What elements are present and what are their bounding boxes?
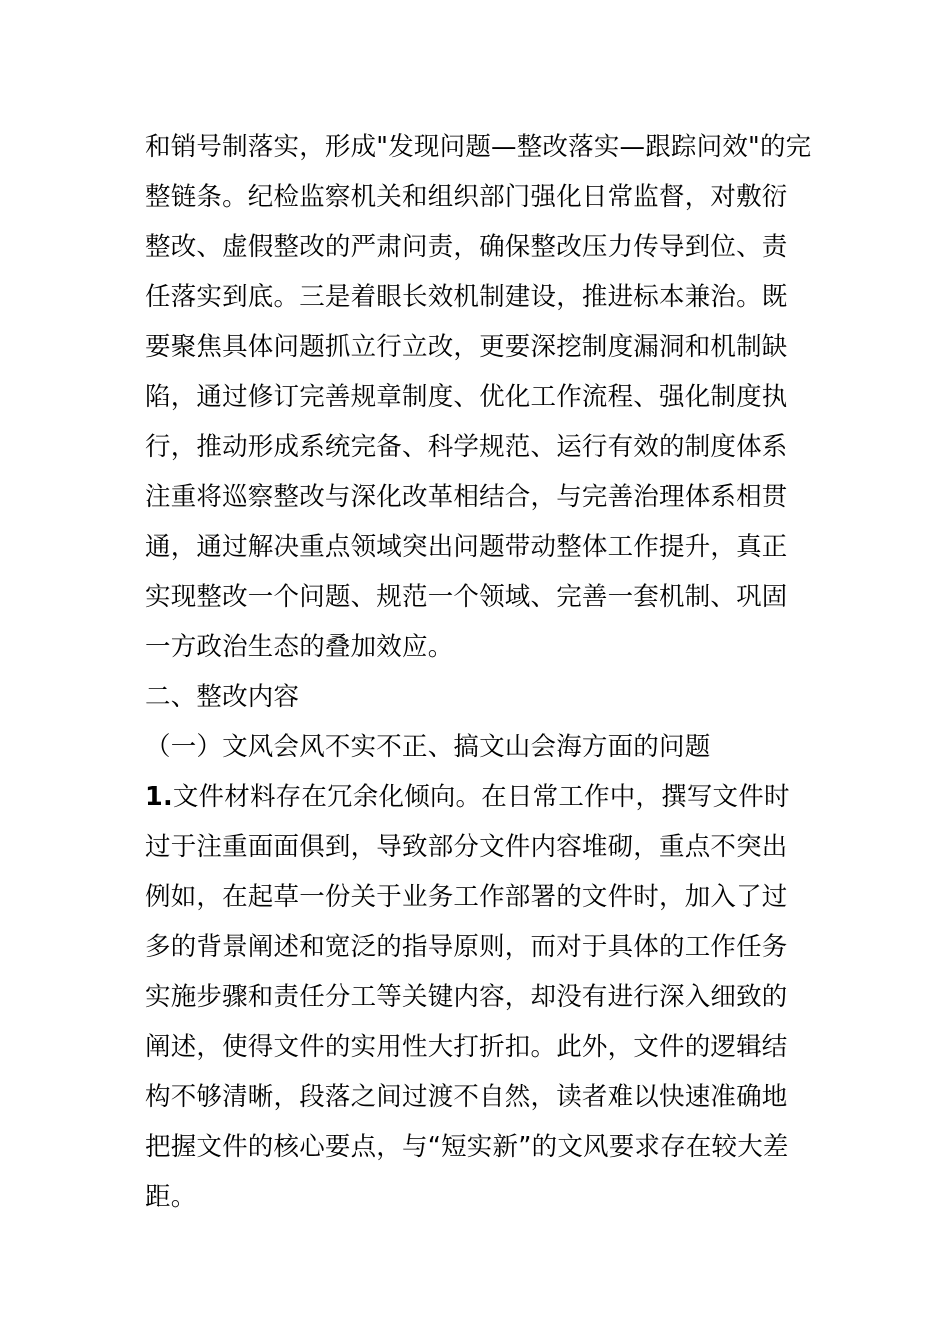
body-text-line: 过于注重面面俱到，导致部分文件内容堆砌，重点不突出: [145, 832, 788, 862]
body-text-line: 阐述，使得文件的实用性大打折扣。此外，文件的逻辑结: [145, 1032, 788, 1062]
body-text-line: 一方政治生态的叠加效应。: [145, 632, 454, 662]
body-text-line: 实施步骤和责任分工等关键内容，却没有进行深入细致的: [145, 982, 788, 1012]
subsection-heading: （一）文风会风不实不正、搞文山会海方面的问题: [145, 732, 711, 762]
body-text-line: 实现整改一个问题、规范一个领域、完善一套机制、巩固: [145, 582, 788, 612]
body-text-line: 距。: [145, 1182, 197, 1212]
body-text-line: 注重将巡察整改与深化改革相结合，与完善治理体系相贯: [145, 482, 788, 512]
body-text-line: 整改、虚假整改的严肃问责，确保整改压力传导到位、责: [145, 232, 788, 262]
body-text-line: 例如，在起草一份关于业务工作部署的文件时，加入了过: [145, 882, 788, 912]
body-text-line: 整链条。纪检监察机关和组织部门强化日常监督，对敷衍: [145, 182, 788, 212]
body-text-line: 把握文件的核心要点，与“短实新”的文风要求存在较大差: [145, 1132, 789, 1162]
body-text-line: 和销号制落实，形成"发现问题—整改落实—跟踪问效"的完: [145, 132, 812, 162]
body-text-line: 要聚焦具体问题抓立行立改，更要深挖制度漏洞和机制缺: [145, 332, 788, 362]
list-item-1-first-line: [145, 781, 815, 813]
body-text-line: 构不够清晰，段落之间过渡不自然，读者难以快速准确地: [145, 1082, 788, 1112]
list-item-number: 1.: [145, 782, 173, 812]
body-text-line: 陷，通过修订完善规章制度、优化工作流程、强化制度执: [145, 382, 788, 412]
body-text-line: 通，通过解决重点领域突出问题带动整体工作提升，真正: [145, 532, 788, 562]
body-text-line: 文件材料存在冗余化倾向。在日常工作中，撰写文件时: [172, 782, 790, 812]
body-text-line: 行，推动形成系统完备、科学规范、运行有效的制度体系: [145, 432, 788, 462]
body-text-line: 任落实到底。三是着眼长效机制建设，推进标本兼治。既: [145, 282, 788, 312]
body-text-line: 多的背景阐述和宽泛的指导原则，而对于具体的工作任务: [145, 932, 788, 962]
section-heading: 二、整改内容: [145, 682, 300, 712]
